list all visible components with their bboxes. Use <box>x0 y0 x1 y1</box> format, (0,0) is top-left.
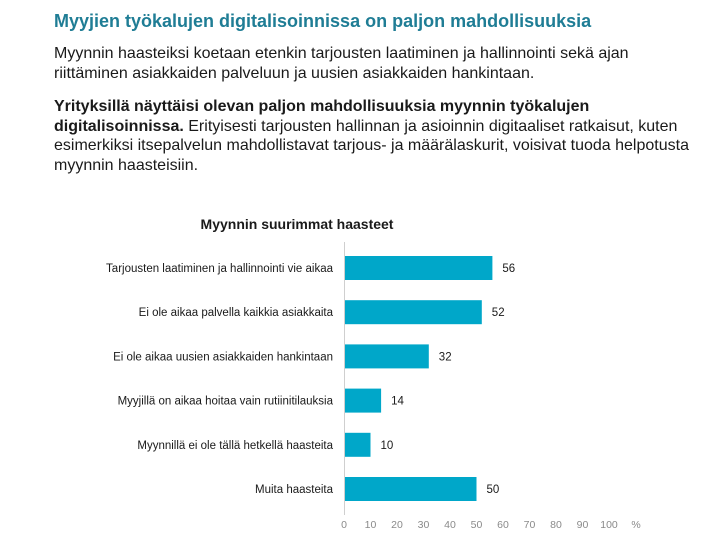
bar-chart <box>0 205 710 539</box>
x-tick-label: 0 <box>341 519 347 531</box>
x-tick-label: 90 <box>576 519 589 531</box>
x-tick-label: 10 <box>364 519 377 531</box>
bar-value-label: 52 <box>491 307 505 320</box>
x-unit-label: % <box>631 519 641 531</box>
bar <box>345 256 492 280</box>
x-tick-label: 80 <box>550 519 562 531</box>
bar-value-label: 32 <box>438 351 452 364</box>
bar <box>345 433 371 457</box>
bar-chart-svg <box>0 205 710 539</box>
intro-paragraph: Myynnin haasteiksi koetaan etenkin tarjousten laatiminen ja hallinnointi sekä ajan riittäminen asiakkaiden palveluun ja uusien asiakkaiden hankintaan. <box>54 45 629 82</box>
highlight-paragraph <box>54 97 694 175</box>
highlight-paragraph-bold: Yrityksillä näyttäisi olevan paljon mahdollisuuksia myynnin työkalujen digitalisoinnissa. <box>54 98 590 135</box>
x-tick-label: 30 <box>417 519 430 531</box>
bar <box>345 300 482 324</box>
bar <box>345 344 429 368</box>
bar-value-label: 14 <box>391 395 404 408</box>
bar-value-label: 56 <box>502 263 516 275</box>
chart-title: Myynnin suurimmat haasteet <box>200 216 394 232</box>
x-tick-label: 20 <box>391 519 403 531</box>
bar-value-label: 50 <box>486 484 500 496</box>
page-title: Myyjien työkalujen digitalisoinnissa on paljon mahdollisuuksia <box>54 11 592 31</box>
bar-value-label: 10 <box>380 439 394 452</box>
x-tick-label: 50 <box>470 519 483 531</box>
bar <box>345 389 381 413</box>
bar <box>345 477 477 501</box>
highlight-paragraph-rest: Erityisesti tarjousten hallinnan ja asioinnin digitaaliset ratkaisut, kuten esimerkiksi itsepalvelun mahdollistavat tarjous- ja määrälaskurit, voisivat tuoda helpotusta myynnin haasteisiin. <box>54 117 689 174</box>
category-label: Tarjousten laatiminen ja hallinnointi vie aikaa <box>106 263 333 275</box>
x-tick-label: 60 <box>497 519 509 531</box>
category-label: Muita haasteita <box>255 484 333 496</box>
category-label: Myyjillä on aikaa hoitaa vain rutiinitilauksia <box>117 395 333 408</box>
x-tick-label: 70 <box>523 519 536 531</box>
category-label: Myynnillä ei ole tällä hetkellä haasteita <box>137 439 333 452</box>
x-tick-label: 40 <box>444 519 456 531</box>
category-label: Ei ole aikaa uusien asiakkaiden hankintaan <box>113 351 333 364</box>
category-label: Ei ole aikaa palvella kaikkia asiakkaita <box>138 307 333 320</box>
x-tick-label: 100 <box>600 519 618 531</box>
